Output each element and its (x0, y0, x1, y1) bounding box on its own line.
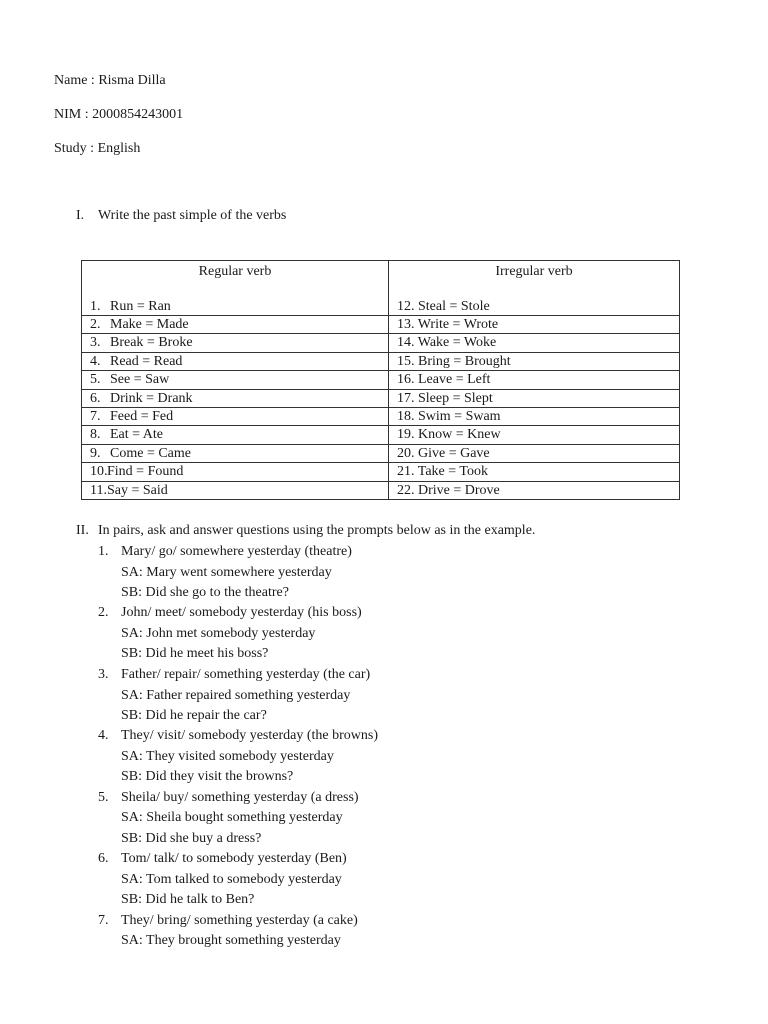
table-cell: 15. Bring = Brought (389, 352, 680, 370)
table-cell: 20. Give = Gave (389, 444, 680, 462)
answer-sa: SA: Father repaired something yesterday (121, 688, 351, 703)
table-cell: 10.Find = Found (82, 463, 389, 481)
answer-sa: SA: Tom talked to somebody yesterday (121, 872, 342, 887)
answer-sa: SA: They brought something yesterday (121, 933, 341, 948)
table-row (82, 352, 680, 370)
question-prompt: Father/ repair/ something yesterday (the car) (121, 667, 371, 682)
question-prompt: They/ bring/ something yesterday (a cake) (121, 913, 358, 928)
answer-sb: SB: Did he meet his boss? (121, 646, 269, 661)
table-cell: 18. Swim = Swam (389, 407, 680, 425)
table-row (82, 444, 680, 462)
table-cell: 14. Wake = Woke (389, 334, 680, 352)
table-cell: 12. Steal = Stole (397, 299, 490, 314)
answer-sa: SA: Mary went somewhere yesterday (121, 565, 332, 580)
table-row (82, 407, 680, 425)
table-cell: 7. Feed = Fed (82, 407, 389, 425)
answer-sb: SB: Did he repair the car? (121, 708, 267, 723)
table-cell: 1. Run = Ran (90, 299, 171, 314)
irregular-column (389, 261, 680, 316)
table-cell: 17. Sleep = Slept (389, 389, 680, 407)
table-cell: 6. Drink = Drank (82, 389, 389, 407)
student-name: Name : Risma Dilla (54, 73, 166, 88)
question-prompt: Mary/ go/ somewhere yesterday (theatre) (121, 544, 352, 559)
question-prompt: John/ meet/ somebody yesterday (his boss) (121, 605, 362, 620)
table-cell: 16. Leave = Left (389, 371, 680, 389)
table-cell: 8. Eat = Ate (82, 426, 389, 444)
question-prompt: Sheila/ buy/ something yesterday (a dress) (121, 790, 359, 805)
irregular-verb-header: Irregular verb (495, 264, 573, 279)
question-number: 5. (98, 790, 109, 805)
question-number: 6. (98, 851, 109, 866)
answer-sb: SB: Did she go to the theatre? (121, 585, 289, 600)
question-number: 2. (98, 605, 109, 620)
table-cell: 5. See = Saw (82, 371, 389, 389)
table-cell: 19. Know = Knew (389, 426, 680, 444)
table-cell: 4. Read = Read (82, 352, 389, 370)
table-cell: 11.Say = Said (82, 481, 389, 499)
question-number: 1. (98, 544, 109, 559)
answer-sb: SB: Did she buy a dress? (121, 831, 262, 846)
question-number: 4. (98, 728, 109, 743)
table-header-row (82, 261, 680, 316)
table-cell: 3. Break = Broke (82, 334, 389, 352)
question-prompt: They/ visit/ somebody yesterday (the browns) (121, 728, 379, 743)
question-number: 3. (98, 667, 109, 682)
table-row (82, 481, 680, 499)
answer-sa: SA: They visited somebody yesterday (121, 749, 334, 764)
table-row (82, 389, 680, 407)
student-nim: NIM : 2000854243001 (54, 107, 184, 122)
table-cell: 22. Drive = Drove (389, 481, 680, 499)
answer-sb: SB: Did they visit the browns? (121, 769, 294, 784)
section-1-number: I. (76, 208, 85, 223)
answer-sb: SB: Did he talk to Ben? (121, 892, 255, 907)
table-row (82, 426, 680, 444)
regular-verb-header: Regular verb (198, 264, 272, 279)
student-study: Study : English (54, 141, 141, 156)
table-cell: 13. Write = Wrote (389, 316, 680, 334)
table-row (82, 316, 680, 334)
table-cell: 9. Come = Came (82, 444, 389, 462)
table-cell: 21. Take = Took (389, 463, 680, 481)
section-2-number: II. (76, 523, 89, 538)
answer-sa: SA: John met somebody yesterday (121, 626, 316, 641)
table-row (82, 371, 680, 389)
section-2-instruction: In pairs, ask and answer questions using the prompts below as in the example. (98, 523, 536, 538)
question-prompt: Tom/ talk/ to somebody yesterday (Ben) (121, 851, 347, 866)
answer-sa: SA: Sheila bought something yesterday (121, 810, 343, 825)
table-cell: 2. Make = Made (82, 316, 389, 334)
regular-column (82, 261, 389, 316)
question-number: 7. (98, 913, 109, 928)
section-1-instruction: Write the past simple of the verbs (98, 208, 287, 223)
verb-table (81, 260, 680, 500)
table-row (82, 334, 680, 352)
table-row (82, 463, 680, 481)
